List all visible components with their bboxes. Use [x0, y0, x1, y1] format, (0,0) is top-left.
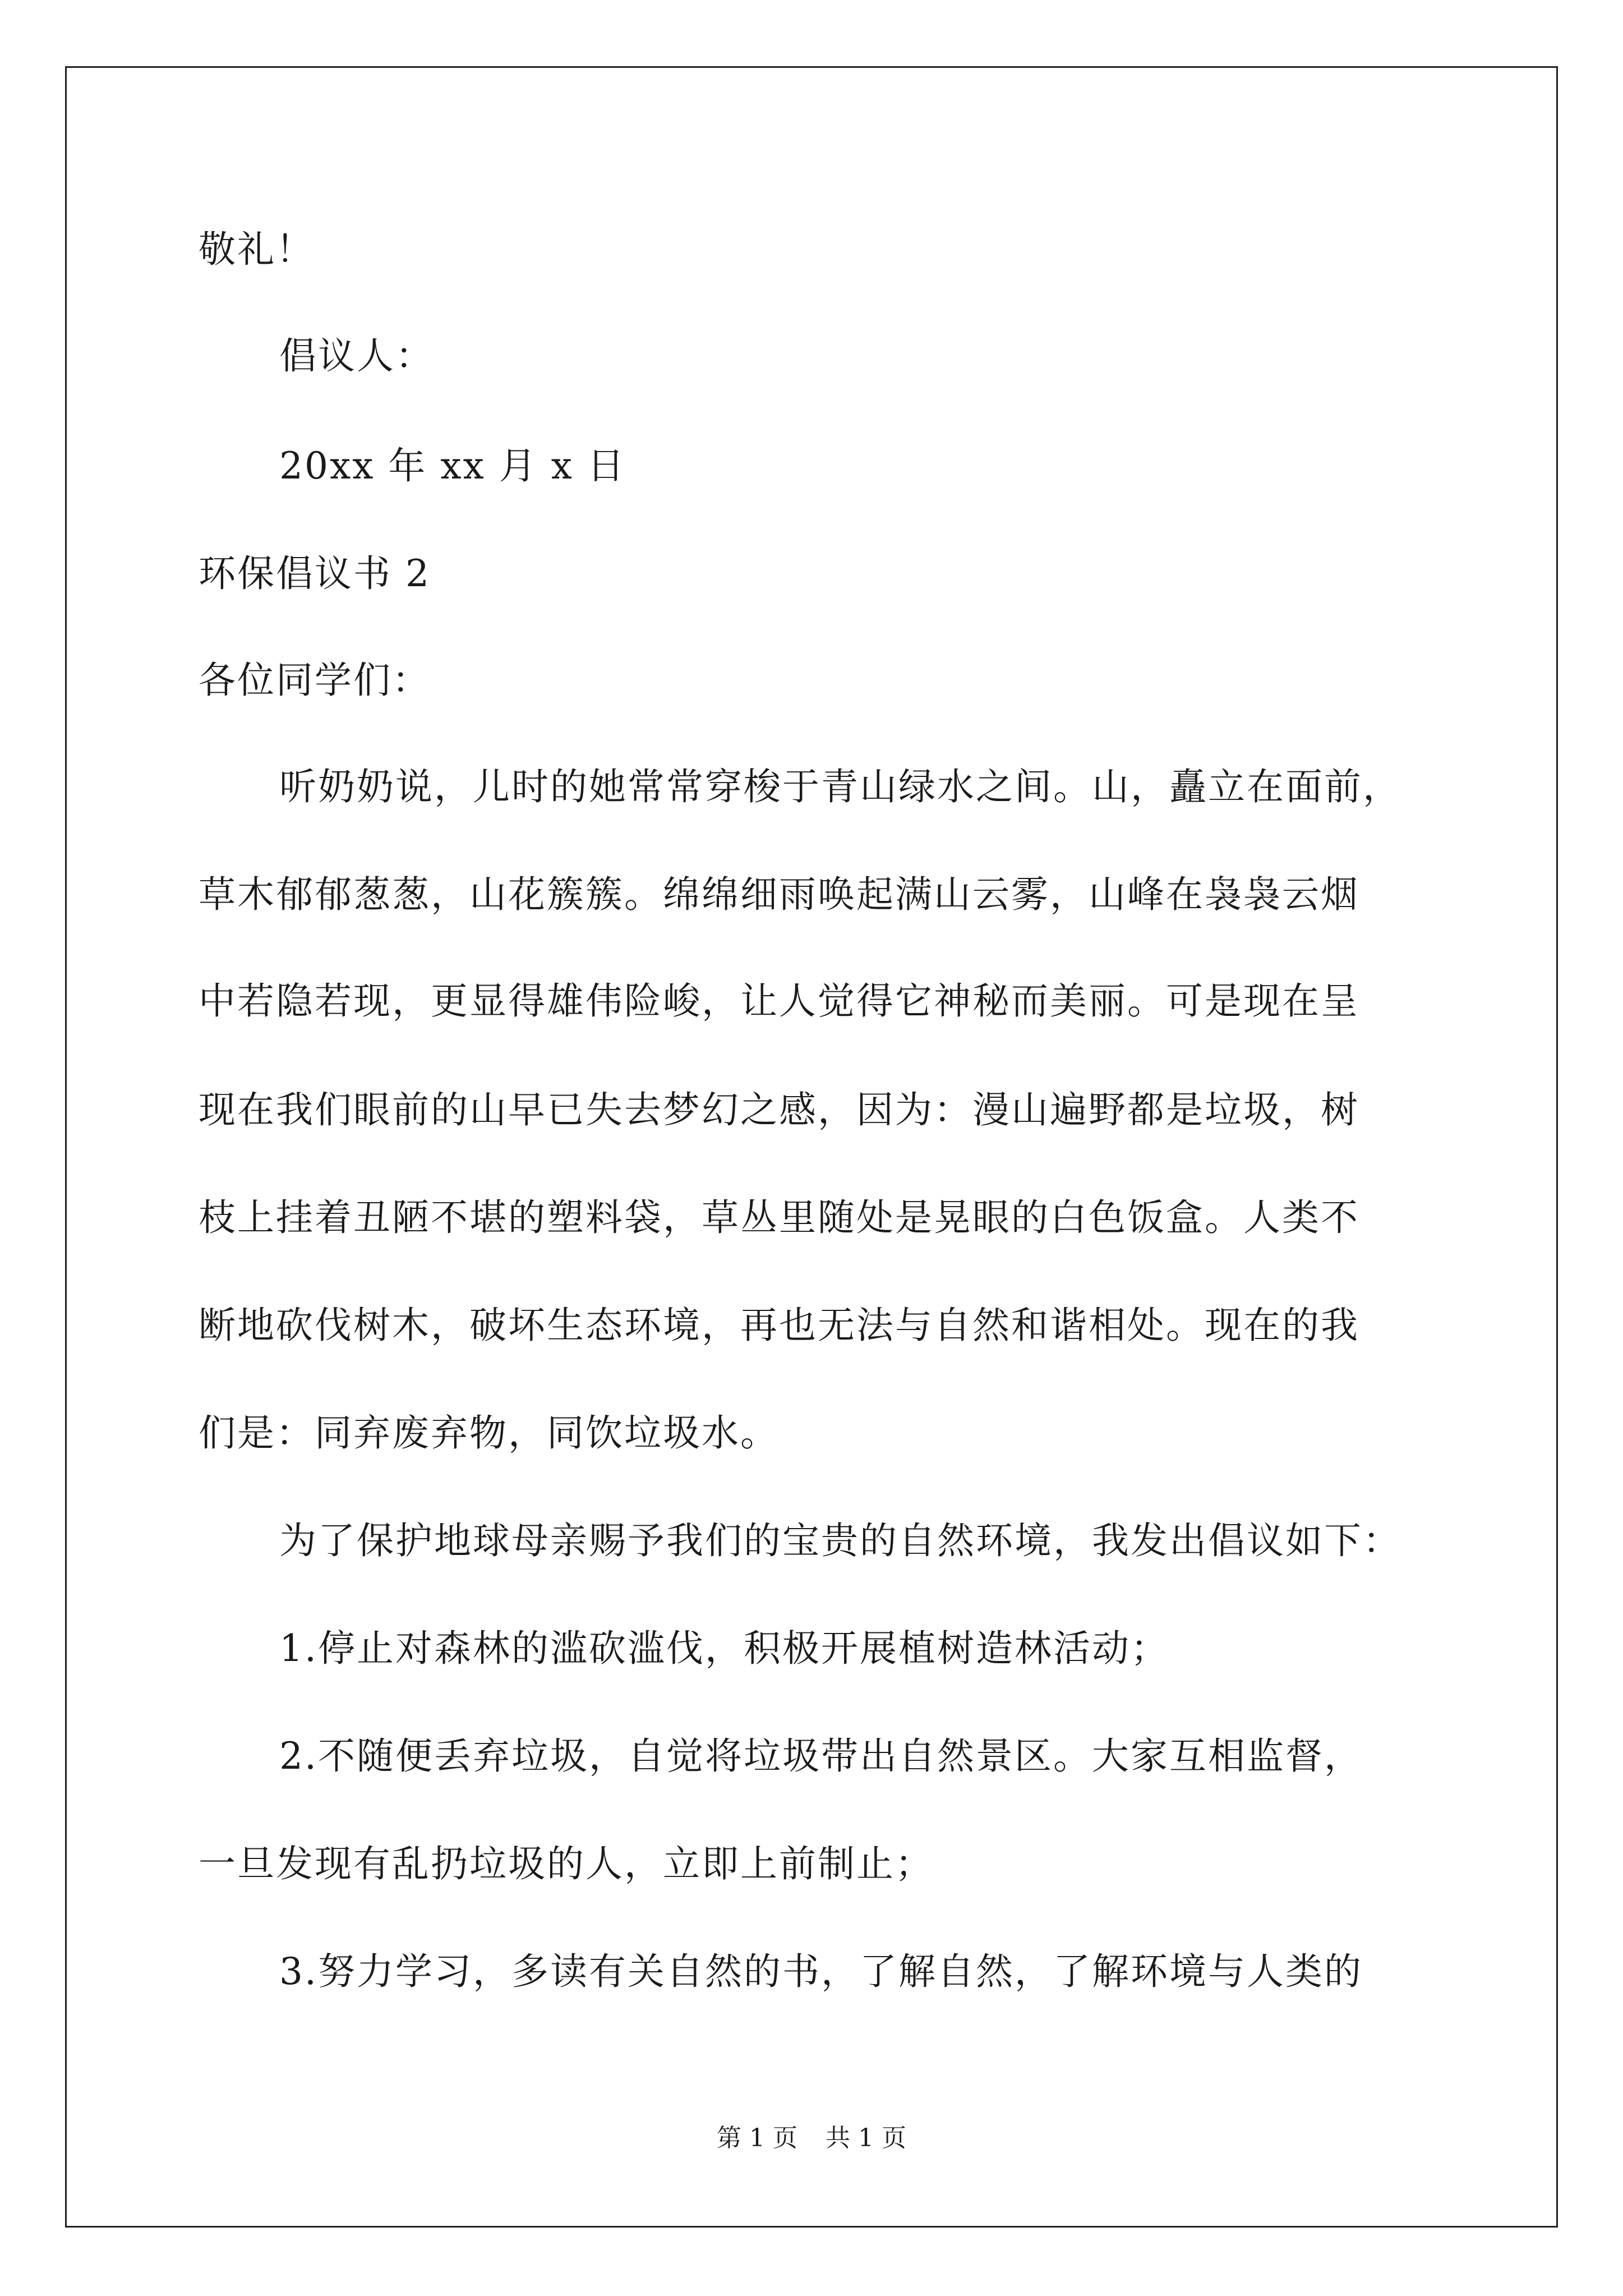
- paragraph-line: 枝上挂着丑陋不堪的塑料袋，草丛里随处是晃眼的白色饭盒。人类不: [199, 1196, 1359, 1239]
- date-line: 20xx 年 xx 月 x 日: [279, 444, 626, 487]
- proposal-intro: 为了保护地球母亲赐予我们的宝贵的自然环境，我发出倡议如下：: [279, 1519, 1401, 1562]
- page-border: [65, 66, 1558, 2228]
- proposal-item-2-cont: 一旦发现有乱扔垃圾的人，立即上前制止；: [199, 1842, 934, 1885]
- paragraph-line: 现在我们眼前的山早已失去梦幻之感，因为：漫山遍野都是垃圾，树: [199, 1088, 1359, 1131]
- paragraph-line: 断地砍伐树木，破坏生态环境，再也无法与自然和谐相处。现在的我: [199, 1304, 1359, 1347]
- paragraph-line: 听奶奶说，儿时的她常常穿梭于青山绿水之间。山，矗立在面前，: [279, 765, 1401, 808]
- paragraph-line: 们是：同弃废弃物，同饮垃圾水。: [199, 1411, 779, 1455]
- proposer-label: 倡议人：: [279, 334, 434, 378]
- closing-salute: 敬礼！: [199, 228, 315, 271]
- proposal-item-1: 1.停止对森林的滥砍滥伐，积极开展植树造林活动；: [279, 1627, 1169, 1670]
- proposal-item-3: 3.努力学习，多读有关自然的书，了解自然，了解环境与人类的: [279, 1950, 1363, 1993]
- page-number: 第 1 页: [717, 2124, 797, 2152]
- proposal-item-2: 2.不随便丢弃垃圾，自觉将垃圾带出自然景区。大家互相监督，: [279, 1734, 1363, 1778]
- paragraph-line: 草木郁郁葱葱，山花簇簇。绵绵细雨唤起满山云雾，山峰在袅袅云烟: [199, 873, 1359, 916]
- page-footer: [0, 2126, 1623, 2151]
- paragraph-line: 中若隐若现，更显得雄伟险峻，让人觉得它神秘而美丽。可是现在呈: [199, 979, 1359, 1023]
- section-title: 环保倡议书 2: [199, 552, 431, 595]
- page-total: 共 1 页: [826, 2124, 906, 2152]
- salutation: 各位同学们：: [199, 659, 431, 702]
